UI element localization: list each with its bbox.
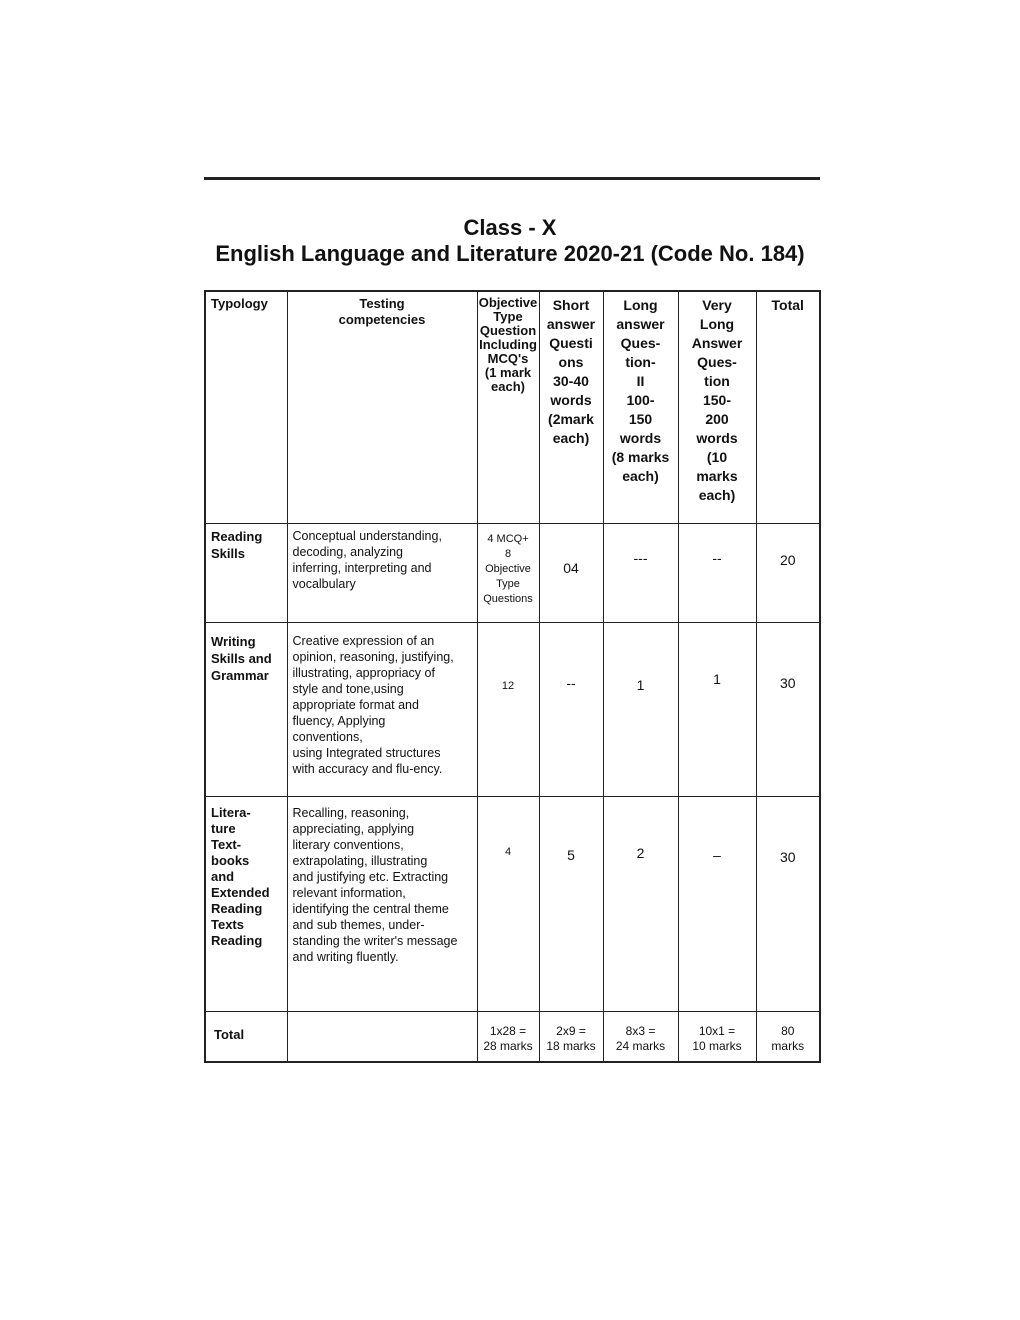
table-row [205, 796, 820, 1011]
total-short: 2x9 = 18 marks [539, 1011, 603, 1062]
table-header-row [205, 291, 820, 523]
row-total: 30 [756, 796, 820, 1011]
header-competencies: Testing competencies [287, 291, 477, 523]
row-total: 30 [756, 622, 820, 796]
row-short: 5 [539, 796, 603, 1011]
header-very-long: Very Long Answer Ques- tion 150- 200 words (10 marks each) [678, 291, 756, 523]
row-total: 20 [756, 523, 820, 622]
total-marks: 80 marks [756, 1011, 820, 1062]
header-typology: Typology [205, 291, 287, 523]
table-row [205, 622, 820, 796]
row-very-long: – [678, 796, 756, 1011]
header-short: Short answer Questi ons 30-40 words (2mark each) [539, 291, 603, 523]
total-long: 8x3 = 24 marks [603, 1011, 678, 1062]
row-objective: 4 MCQ+ 8 Objective Type Questions [477, 523, 539, 622]
table-row [205, 523, 820, 622]
row-objective: 12 [477, 622, 539, 796]
total-competencies [287, 1011, 477, 1062]
row-short: -- [539, 622, 603, 796]
row-short: 04 [539, 523, 603, 622]
row-objective: 4 [477, 796, 539, 1011]
header-total: Total [756, 291, 820, 523]
total-objective: 1x28 = 28 marks [477, 1011, 539, 1062]
row-typology: Writing Skills and Grammar [205, 622, 287, 796]
row-competencies: Recalling, reasoning, appreciating, applying literary conventions, extrapolating, illustrating and justifying etc. Extracting relevant information, identifying the central theme and sub themes, under- standing the writer's message and writing fluently. [287, 796, 477, 1011]
marks-distribution-table [204, 290, 821, 1063]
row-long: 1 [603, 622, 678, 796]
total-very-long: 10x1 = 10 marks [678, 1011, 756, 1062]
row-very-long: 1 [678, 622, 756, 796]
row-typology: Litera- ture Text- books and Extended Reading Texts Reading [205, 796, 287, 1011]
total-label: Total [205, 1011, 287, 1062]
row-competencies: Creative expression of an opinion, reasoning, justifying, illustrating, appropriacy of style and tone,using appropriate format and fluency, Applying conventions, using Integrated structures with accuracy and flu-ency. [287, 622, 477, 796]
header-objective: Objective Type Question Including MCQ's (1 mark each) [477, 291, 539, 523]
row-long: --- [603, 523, 678, 622]
row-very-long: -- [678, 523, 756, 622]
header-long: Long answer Ques- tion- II 100- 150 words (8 marks each) [603, 291, 678, 523]
top-rule [204, 177, 820, 180]
page-subtitle: English Language and Literature 2020-21 (Code No. 184) [215, 241, 805, 266]
row-competencies: Conceptual understanding, decoding, analyzing inferring, interpreting and vocalbulary [287, 523, 477, 622]
row-long: 2 [603, 796, 678, 1011]
page-title: Class - X [463, 215, 557, 240]
row-typology: Reading Skills [205, 523, 287, 622]
total-row [205, 1011, 820, 1062]
